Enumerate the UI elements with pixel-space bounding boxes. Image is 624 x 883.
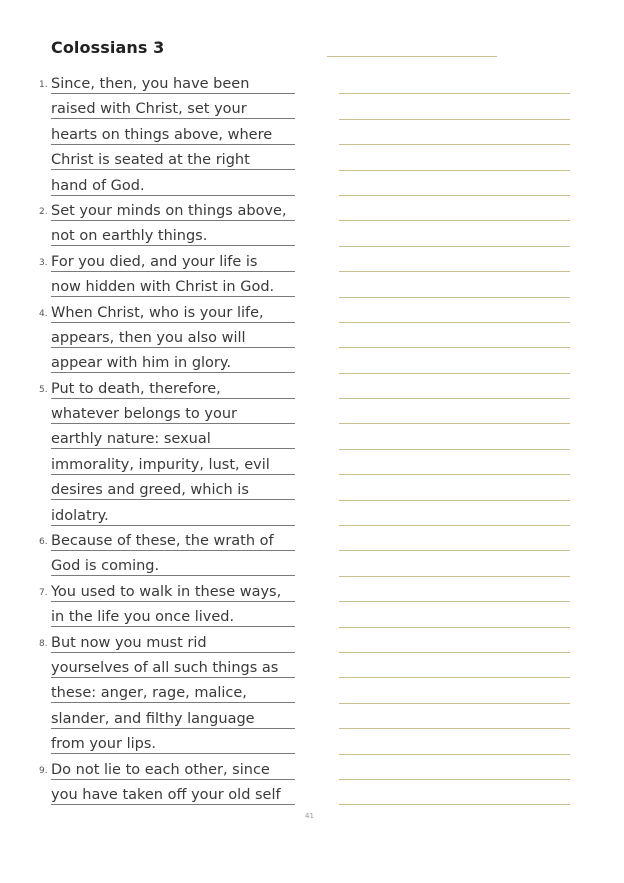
verse-text: When Christ, who is your life, (51, 305, 295, 323)
writing-line[interactable] (339, 424, 570, 449)
verse-line (0, 426, 300, 451)
writing-line[interactable] (339, 475, 570, 500)
verse-line (0, 249, 300, 274)
verse-text: you have taken off your old self (51, 787, 295, 805)
verse-line (0, 274, 300, 299)
writing-line[interactable] (339, 145, 570, 170)
writing-line[interactable] (339, 399, 570, 424)
verse-line (0, 680, 300, 705)
verse-number: 9. (39, 765, 48, 776)
scripture-text-column (0, 71, 300, 807)
verse-text: appear with him in glory. (51, 355, 295, 373)
verse-line (0, 122, 300, 147)
verse-line (0, 96, 300, 121)
writing-line[interactable] (339, 374, 570, 399)
verse-number: 4. (39, 308, 48, 319)
verse-text: For you died, and your life is (51, 254, 295, 272)
verse-line (0, 655, 300, 680)
writing-line[interactable] (339, 171, 570, 196)
verse-line (0, 376, 300, 401)
writing-line[interactable] (339, 704, 570, 729)
verse-line (0, 579, 300, 604)
verse-line (0, 401, 300, 426)
writing-line[interactable] (339, 755, 570, 780)
page-number: 41 (305, 812, 314, 820)
verse-text: these: anger, rage, malice, (51, 685, 295, 703)
writing-line[interactable] (339, 221, 570, 246)
verse-text: immorality, impurity, lust, evil (51, 457, 295, 475)
verse-number: 2. (39, 206, 48, 217)
verse-line (0, 198, 300, 223)
writing-line[interactable] (339, 196, 570, 221)
verse-text: not on earthly things. (51, 228, 295, 246)
verse-text: Because of these, the wrath of (51, 533, 295, 551)
verse-text: raised with Christ, set your (51, 101, 295, 119)
writing-line[interactable] (339, 526, 570, 551)
verse-line (0, 528, 300, 553)
verse-line (0, 223, 300, 248)
verse-text: hearts on things above, where (51, 127, 295, 145)
verse-text: Do not lie to each other, since (51, 762, 295, 780)
verse-text: now hidden with Christ in God. (51, 279, 295, 297)
verse-line (0, 782, 300, 807)
verse-line (0, 477, 300, 502)
writing-line[interactable] (339, 450, 570, 475)
verse-text: slander, and filthy language (51, 711, 295, 729)
writing-line[interactable] (339, 729, 570, 754)
verse-text: yourselves of all such things as (51, 660, 295, 678)
verse-line (0, 553, 300, 578)
verse-line (0, 325, 300, 350)
writing-line[interactable] (339, 272, 570, 297)
writing-line[interactable] (339, 551, 570, 576)
verse-line (0, 147, 300, 172)
verse-text: Set your minds on things above, (51, 203, 295, 221)
verse-number: 1. (39, 80, 48, 90)
writing-line[interactable] (339, 247, 570, 272)
verse-text: idolatry. (51, 508, 295, 526)
verse-text: desires and greed, which is (51, 482, 295, 500)
verse-number: 7. (39, 587, 48, 598)
verse-text: Since, then, you have been (51, 76, 295, 94)
writing-line[interactable] (339, 780, 570, 805)
verse-line (0, 173, 300, 198)
writing-line[interactable] (339, 678, 570, 703)
page-title: Colossians 3 (51, 38, 165, 57)
verse-text: hand of God. (51, 178, 295, 196)
verse-number: 3. (39, 257, 48, 268)
verse-line (0, 757, 300, 782)
verse-line (0, 300, 300, 325)
writing-lines-column[interactable] (339, 71, 570, 807)
verse-line (0, 731, 300, 756)
verse-number: 5. (39, 384, 48, 395)
name-line (327, 56, 497, 57)
verse-text: appears, then you also will (51, 330, 295, 348)
writing-line[interactable] (339, 348, 570, 373)
writing-line[interactable] (339, 628, 570, 653)
verse-number: 8. (39, 638, 48, 649)
verse-text: God is coming. (51, 558, 295, 576)
verse-line (0, 350, 300, 375)
verse-text: earthly nature: sexual (51, 431, 295, 449)
verse-number: 6. (39, 537, 48, 548)
writing-line[interactable] (339, 120, 570, 145)
writing-line[interactable] (339, 69, 570, 94)
verse-line (0, 706, 300, 731)
verse-text: Put to death, therefore, (51, 381, 295, 399)
writing-line[interactable] (339, 501, 570, 526)
verse-text: Christ is seated at the right (51, 152, 295, 170)
writing-line[interactable] (339, 298, 570, 323)
verse-line (0, 604, 300, 629)
writing-line[interactable] (339, 323, 570, 348)
verse-line (0, 452, 300, 477)
verse-line (0, 71, 300, 96)
writing-line[interactable] (339, 602, 570, 627)
verse-line (0, 503, 300, 528)
writing-line[interactable] (339, 577, 570, 602)
verse-line (0, 630, 300, 655)
verse-text: from your lips. (51, 736, 295, 754)
verse-text: But now you must rid (51, 635, 295, 653)
verse-text: in the life you once lived. (51, 609, 295, 627)
verse-text: whatever belongs to your (51, 406, 295, 424)
verse-text: You used to walk in these ways, (51, 584, 295, 602)
writing-line[interactable] (339, 653, 570, 678)
writing-line[interactable] (339, 94, 570, 119)
